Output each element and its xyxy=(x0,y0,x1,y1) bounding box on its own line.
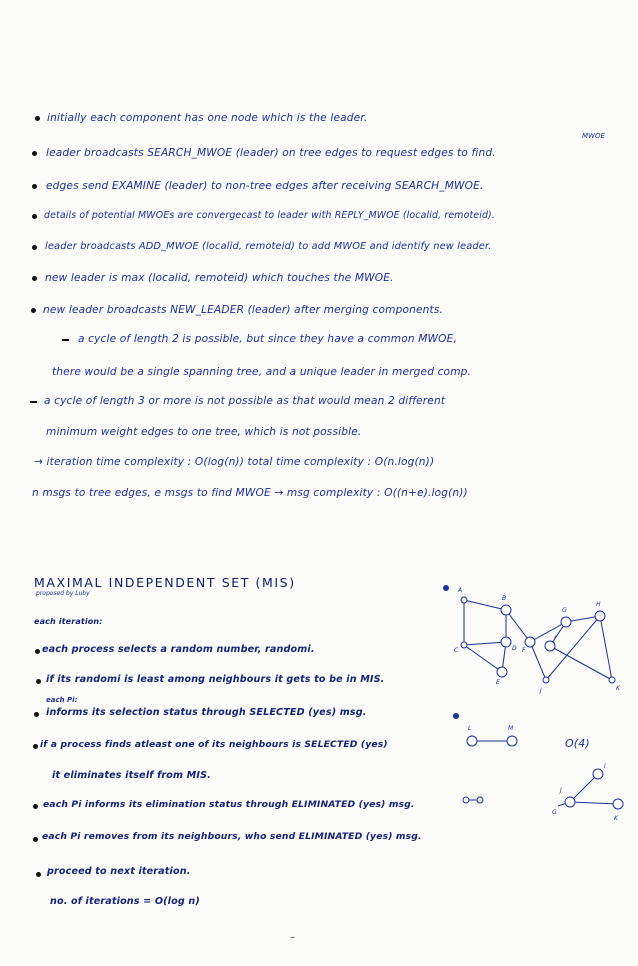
svg-text:J: J xyxy=(560,787,562,794)
svg-text:M: M xyxy=(508,725,514,732)
bullet-dot xyxy=(36,872,41,877)
mis-subheading: proposed by Luby xyxy=(36,590,90,597)
graph-edges xyxy=(464,600,612,680)
mis-line-6: each Pi informs its elimination status through ELIMINATED (yes) msg. xyxy=(43,799,415,810)
bullet-dot xyxy=(31,308,36,313)
mis-line-9: no. of iterations = O(log n) xyxy=(50,896,200,907)
svg-text:J: J xyxy=(540,687,542,694)
svg-text:I: I xyxy=(554,635,556,642)
svg-text:B: B xyxy=(502,595,507,602)
ghs-line-3: edges send EXAMINE (leader) to non-tree edges after receiving SEARCH_MWOE. xyxy=(46,180,484,192)
mis-graph-diagram xyxy=(440,580,630,695)
svg-text:A: A xyxy=(458,587,463,594)
ghs-line-12: → iteration time complexity : O(log(n)) total time complexity : O(n.log(n)) xyxy=(34,456,435,468)
bullet-dot xyxy=(33,804,38,809)
bullet-dot xyxy=(36,679,41,684)
mwoe-margin-note: MWOE xyxy=(582,132,605,140)
svg-text:L: L xyxy=(468,725,472,732)
each-iteration-label: each iteration: xyxy=(34,617,103,626)
ghs-line-8: a cycle of length 2 is possible, but since they have a common MWOE, xyxy=(78,333,458,345)
svg-text:E: E xyxy=(496,679,500,686)
bullet-dot xyxy=(33,744,38,749)
dash-marker xyxy=(62,339,69,341)
page-number: – xyxy=(290,932,295,943)
svg-text:G: G xyxy=(562,607,567,614)
bullet-dot xyxy=(32,245,37,250)
mis-small-tree xyxy=(548,762,633,824)
bullet-dot xyxy=(35,116,40,121)
mis-line-2: if its randomi is least among neighbours it gets to be in MIS. xyxy=(46,674,385,685)
bullet-dot xyxy=(32,214,37,219)
ghs-line-5: leader broadcasts ADD_MWOE (localid, remoteid) to add MWOE and identify new leader. xyxy=(45,241,492,252)
graph-node-labels xyxy=(454,587,621,694)
mis-line-1: each process selects a random number, randomi. xyxy=(42,644,315,655)
bullet-dot xyxy=(32,276,37,281)
bullet-dot xyxy=(32,184,37,189)
svg-text:G: G xyxy=(552,809,557,816)
mis-line-8: proceed to next iteration. xyxy=(47,866,191,877)
svg-text:H: H xyxy=(596,601,601,608)
ghs-line-9: there would be a single spanning tree, and a unique leader in merged comp. xyxy=(52,366,472,378)
mis-line-7: each Pi removes from its neighbours, who send ELIMINATED (yes) msg. xyxy=(42,831,422,842)
ghs-line-11: minimum weight edges to one tree, which is not possible. xyxy=(46,426,362,438)
bullet-dot xyxy=(33,837,38,842)
svg-text:K: K xyxy=(616,685,620,692)
bullet-dot xyxy=(34,712,39,717)
ghs-line-1: initially each component has one node which is the leader. xyxy=(47,112,368,124)
ghs-line-2: leader broadcasts SEARCH_MWOE (leader) on tree edges to request edges to find. xyxy=(46,147,496,159)
dash-marker xyxy=(30,401,37,403)
ghs-line-7: new leader broadcasts NEW_LEADER (leader) after merging components. xyxy=(43,304,443,316)
mis-pair-diagram xyxy=(448,708,528,753)
mis-line-4: if a process finds atleast one of its neighbours is SELECTED (yes) xyxy=(40,739,388,750)
ghs-line-10: a cycle of length 3 or more is not possible as that would mean 2 different xyxy=(44,395,446,407)
svg-text:K: K xyxy=(614,815,618,822)
svg-text:I: I xyxy=(604,763,606,770)
each-pi-label: each Pi: xyxy=(46,696,78,704)
svg-text:F: F xyxy=(522,647,526,654)
ghs-line-6: new leader is max (localid, remoteid) which touches the MWOE. xyxy=(45,272,394,284)
bullet-dot xyxy=(35,649,40,654)
mis-heading: MAXIMAL INDEPENDENT SET (MIS) xyxy=(34,575,296,590)
svg-text:D: D xyxy=(512,645,517,652)
graph-nodes xyxy=(443,585,615,683)
mis-edge-sketch xyxy=(462,790,492,810)
mis-line-3: informs its selection status through SELECTED (yes) msg. xyxy=(46,707,367,718)
ghs-line-4: details of potential MWOEs are convergecast to leader with REPLY_MWOE (localid, remoteid). xyxy=(44,210,495,221)
bullet-dot xyxy=(32,151,37,156)
mis-line-5: it eliminates itself from MIS. xyxy=(52,770,211,781)
ghs-line-13: n msgs to tree edges, e msgs to find MWOE → msg complexity : O((n+e).log(n)) xyxy=(32,487,468,499)
iteration-result-note: O(4) xyxy=(565,737,590,750)
svg-text:C: C xyxy=(454,647,459,654)
